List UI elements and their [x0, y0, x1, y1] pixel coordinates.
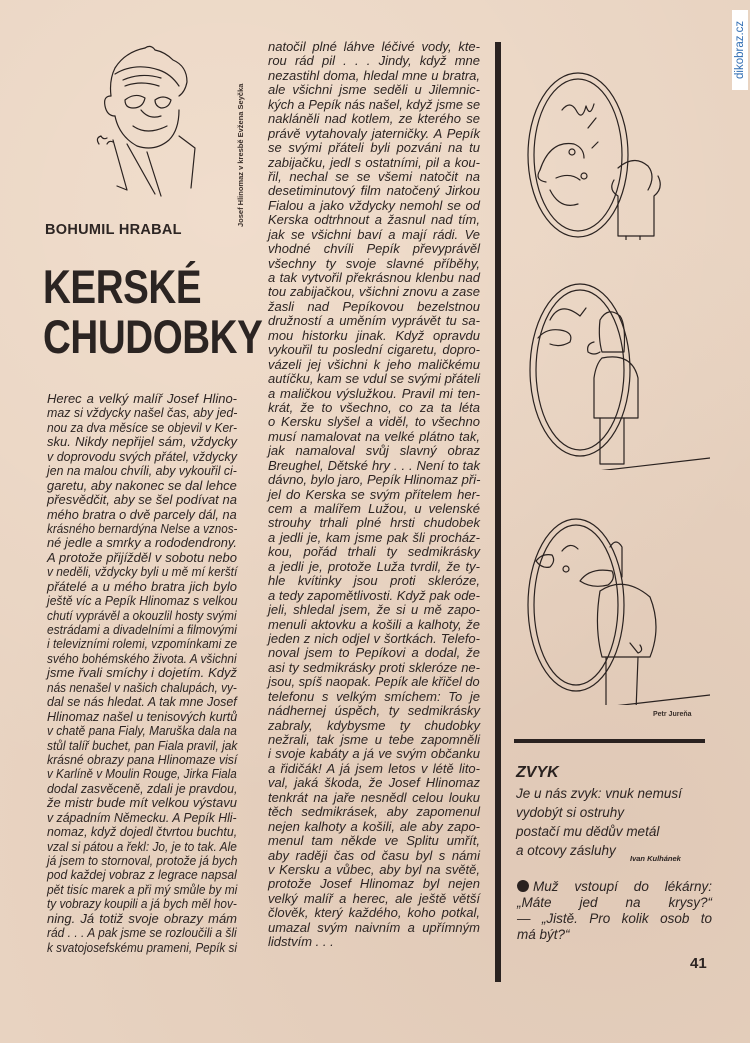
text-line: krát, že to všechno, co za ta léta: [268, 399, 480, 415]
joke-line: Muž vstoupí do lékárny:: [517, 879, 712, 895]
text-line: zabraly, kdybysme ty chudobky: [268, 717, 480, 733]
text-line: zabijačku, jedl s ostatními, pil a kou-: [268, 154, 480, 170]
poem-line: Je u nás zvyk: vnuk nemusí: [516, 786, 682, 801]
title-line: KERSKÉ: [43, 260, 202, 313]
text-line: že mistr bude mít velkou výstavu: [47, 795, 237, 811]
text-line: krásné obrazy pana Hlinomaze visí: [47, 751, 238, 767]
text-line: svého bohémského života. A všichni: [47, 650, 237, 666]
text-line: protože Josef Hlinomaz byl nejen: [268, 876, 480, 892]
text-line: Breughel, Dětské hry . . . Není to tak: [268, 457, 480, 473]
text-line: nakláněli nad kotlem, ze kterého se: [268, 111, 480, 127]
poem-line: vydobýt si ostruhy: [516, 805, 625, 820]
text-line: jsou, spíš naopak. Pepík ale křičel do: [268, 674, 480, 690]
text-line: menul tam někde ve Splitu umřít,: [268, 833, 480, 849]
text-line: pět tisíc marek a při mý smůle by mi: [47, 881, 238, 897]
text-line: Hlinomaz našel u tenisových kurtů: [47, 708, 238, 724]
cartoon-credit: Petr Jureňa: [653, 711, 692, 718]
text-line: žasli nad Pepíkovou bezelstnou: [268, 298, 480, 314]
text-line: ning. Já totiž svoje obrazy mám: [47, 910, 237, 926]
article-column-2: [268, 40, 480, 950]
text-line: aby raději čas od času byl s námi: [268, 847, 480, 863]
text-line: i televizními rolemi, vzpomínkami ze: [47, 636, 238, 652]
text-line: přátelé a u mého bratra jich bylo: [47, 578, 237, 594]
text-line: řil, nechal se se všemi natočit na: [268, 168, 480, 184]
text-line: lidstvím . . .: [268, 934, 334, 950]
text-line: sku. Nikdy nepřijel sám, vždycky: [47, 434, 237, 450]
horizontal-divider: [514, 739, 705, 743]
joke-line: — „Jistě. Pro kolik osob to: [517, 911, 712, 926]
cartoon-panel-3: [510, 495, 710, 705]
text-line: právě vytahovaly jaterničky. A Pepík: [268, 125, 480, 141]
poem-line: postačí mu dědův metál: [516, 824, 660, 839]
text-line: desetiminutový film natočený Jirkou: [268, 183, 480, 199]
portrait-caption: Josef Hlinomaz v kresbě Evžena Seyčka: [236, 83, 245, 227]
text-line: Herec a velký malíř Josef Hlino-: [47, 391, 237, 406]
text-line: né jedle a smrky a rododendrony.: [47, 535, 237, 551]
text-line: tou zabijačkou, všichni znovu a zase: [268, 284, 480, 300]
text-line: chutí vyprávěl a okouzlil hosty svými: [47, 607, 237, 623]
text-line: hle kvítinky jsou proti skleróze,: [268, 573, 480, 589]
text-line: v západním Německu. A Pepík Hli-: [47, 809, 237, 825]
text-line: v Karlíně v Moulin Rouge, Jirka Fiala: [47, 766, 237, 782]
text-line: kých a Pepík nás našel, když jsme se: [268, 96, 481, 112]
text-line: vzal si pátou a řekl: Jo, je to tak. Ale: [47, 838, 237, 854]
text-line: val, jaká škoda, že Josef Hlinomaz: [268, 775, 480, 791]
text-line: jsme řvali smíchy i dojetím. Když: [47, 665, 237, 681]
text-line: mou historku jinak. Když opravdu: [268, 327, 480, 343]
text-line: nejen kalhoty a košili, ale aby zapo-: [268, 818, 480, 834]
text-line: garetu, aby nakonec se dal lehce: [47, 477, 237, 493]
text-line: vázeli jej všichni k jeho maličkému: [268, 356, 480, 372]
vertical-divider: [495, 42, 501, 982]
text-line: a maličkou výslužkou. Pravil mi ten-: [268, 385, 480, 401]
text-line: nezastihl doma, hledal mne u bratra,: [268, 67, 480, 83]
text-line: o Kersku slyšel a viděl, to všechno: [268, 414, 480, 430]
text-line: se svými přáteli byli pozváni na tu: [268, 140, 480, 156]
poem-body: [516, 784, 682, 860]
text-line: k svatojosefskému prameni, Pepík si: [47, 939, 237, 955]
text-line: natočil plné láhve léčivé vody, kte-: [268, 39, 480, 54]
text-line: telefonu s velkým smíchem: To je: [268, 688, 480, 704]
text-line: velký malíř a herec, ale ještě větší: [268, 890, 480, 906]
cartoon-panel-2: [510, 270, 710, 470]
joke: [517, 879, 712, 943]
text-line: stůl talíř buchet, pan Fiala pravil, jak: [47, 737, 238, 753]
text-line: nežrali, tak jsme u tebe zapomněli: [268, 732, 480, 747]
text-line: jeden z nich odjel v šortkách. Telefo-: [268, 630, 480, 646]
text-line: Fialou a jako vždycky nemohl se od: [268, 197, 480, 213]
text-line: a řidičák! A já jsem letos v létě lito-: [268, 760, 480, 776]
text-line: rou rád pil . . . Jindy, když mne: [268, 53, 480, 69]
joke-line: má být?“: [517, 927, 570, 942]
text-line: a tak vytvořil překrásnou klenbu nad: [268, 270, 480, 285]
text-line: jel do Kerska se svým přítelem her-: [268, 486, 480, 502]
text-line: nomaz, když dojedl čtvrtou buchtu,: [47, 824, 238, 840]
text-line: všechny ty svoje slavné příběhy,: [268, 255, 480, 271]
text-line: jak namaloval svůj slavný obraz: [268, 443, 480, 459]
title-line: CHUDOBKY: [43, 310, 263, 363]
joke-line: „Máte jed na krysy?“: [517, 895, 712, 910]
text-line: mého bratra o dvě parcely dál, na: [47, 506, 237, 522]
text-line: vykouřil tu poslední cigaretu, dopro-: [268, 342, 480, 358]
poem-line: a otcovy zásluhy: [516, 843, 616, 858]
text-line: nás nenašel v našich chalupách, vy-: [47, 679, 237, 695]
text-line: přesvědčit, aby se šel podívat na: [47, 492, 237, 508]
text-line: asi ty sedmikrásky proti skleróze ne-: [268, 659, 480, 675]
text-line: umazal svým naivním a upřímným: [268, 919, 480, 935]
text-line: musí namalovat na velké plátno tak,: [268, 428, 480, 444]
text-line: nádhernej úspěch, ty sedmikrásky: [268, 703, 480, 719]
text-line: v neděli, vždycky byli u mě mí kerští: [47, 564, 238, 580]
text-line: vhodné chvíli Pepík převyprávěl: [268, 241, 480, 257]
article-column-1: [47, 392, 237, 955]
text-line: nou za dva měsíce se objevil v Ker-: [47, 419, 237, 435]
text-line: jak se všichni baví a mají rádi. Ve: [268, 226, 480, 242]
text-line: noval jsem to Pepíkovi a dodal, že: [268, 645, 480, 661]
text-line: těch sedmikrásek, aby zapomenul: [268, 804, 480, 820]
text-line: strouhy trhali plné hrsti chudobek: [268, 515, 480, 531]
portrait-caricature-illustration: [85, 40, 215, 200]
text-line: já jsem to stornoval, protože já bych: [47, 853, 238, 868]
text-line: rád . . . A pak jsme se rozloučili a šli: [47, 925, 237, 941]
text-line: a jedli je, protože Luža tvrdil, že ty-: [268, 558, 480, 574]
text-line: autíčku, kam se vdul se svými přáteli: [268, 371, 480, 387]
text-line: cem a malířem Lužou, u velenské: [268, 501, 480, 516]
text-line: jen na malou chvíli, aby vykouřil ci-: [47, 463, 237, 479]
text-line: i svoje kabáty a já ve svým občanku: [268, 746, 480, 762]
text-line: pod každej vobraz z legrace napsal: [47, 867, 237, 883]
article-title: [43, 262, 262, 362]
text-line: v Kersku a vůbec, aby byl na světě,: [268, 861, 480, 877]
text-line: ale všichni jsme seděli u Jilemnic-: [268, 82, 480, 98]
poem-title: ZVYK: [516, 764, 559, 781]
text-line: estrádami a divadelními a filmovými: [47, 622, 237, 637]
text-line: krásného bernardýna Nelse a vznos-: [47, 520, 238, 536]
text-line: v doprovodu svých přátel, vždycky: [47, 448, 237, 464]
text-line: v chatě pana Fialy, Maruška dala na: [47, 723, 237, 739]
text-line: dal se nás hledat. A tak mne Josef: [47, 694, 237, 710]
page-number: 41: [690, 955, 707, 972]
poem-author: Ivan Kulhánek: [630, 854, 681, 863]
bullet-icon: [517, 880, 529, 892]
text-line: dávno, bylo jaro, Pepík Hlinomaz při-: [268, 472, 481, 488]
cartoon-panel-1: [510, 40, 710, 240]
text-line: ty vobrazy koupili a já bych měl hov-: [47, 896, 237, 912]
text-line: družností a uměním vyprávět tu sa-: [268, 313, 480, 329]
text-line: kou, pořád trhali ty sedmikrásky: [268, 544, 480, 560]
text-line: maz si vždycky našel čas, aby jed-: [47, 405, 238, 421]
text-line: menuli aktovku a košili a kalhoty, že: [268, 616, 480, 632]
article-author: BOHUMIL HRABAL: [45, 222, 182, 238]
text-line: a tedy zapomětlivosti. Když pak ode-: [268, 587, 480, 603]
text-line: a jedli je, kam jsme pak šli procház-: [268, 529, 480, 545]
text-line: člověk, který každého, koho potkal,: [268, 905, 480, 921]
text-line: dodal zasvěceně, zdali je pravdou,: [47, 780, 238, 796]
text-line: Kerska odtrhnout a žasnul nad tím,: [268, 212, 480, 228]
watermark-dikobraz[interactable]: dikobraz.cz: [732, 10, 748, 90]
text-line: jeli, shledal jsem, že si u mě zapo-: [268, 602, 480, 618]
text-line: A protože přijížděl v sobotu nebo: [47, 549, 237, 565]
text-line: tenkrát na jaře nesnědl celou louku: [268, 789, 480, 805]
text-line: ještě víc a Pepík Hlinomaz s velkou: [47, 593, 238, 609]
